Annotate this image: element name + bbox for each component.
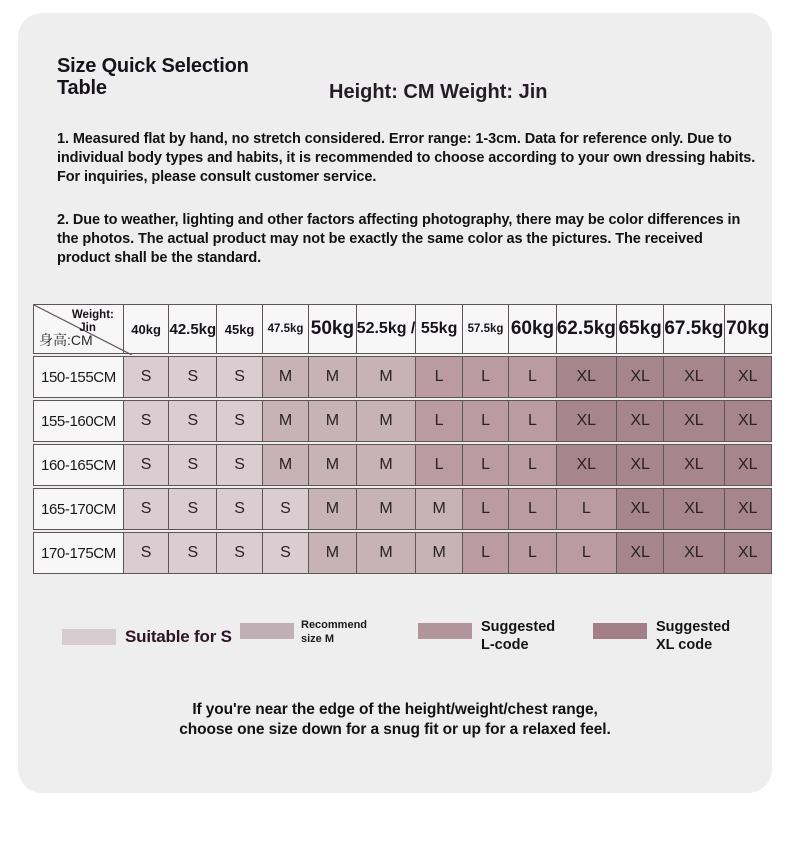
size-cell-l: L [509,356,556,398]
size-cell-m: M [416,488,462,530]
size-cell-l: L [463,488,509,530]
size-cell-s: S [217,488,263,530]
size-cell-l: L [509,400,556,442]
table-corner-cell [33,304,124,354]
legend-item-m [240,619,418,654]
size-row-165-170cm [33,488,772,530]
size-cell-s: S [124,444,170,486]
size-row-170-175cm [33,532,772,574]
size-cell-s: S [217,532,263,574]
size-cell-s: S [217,356,263,398]
height-range-label: 170-175CM [33,532,124,574]
weight-header-67.5kg: 67.5kg [664,304,724,354]
size-cell-m: M [263,400,309,442]
size-cell-s: S [263,488,309,530]
size-cell-xl: XL [617,488,664,530]
size-cell-xl: XL [725,444,773,486]
size-cell-m: M [263,444,309,486]
size-cell-xl: XL [664,400,724,442]
legend-label-xl: Suggested XL code [656,619,731,653]
size-cell-m: M [263,356,309,398]
size-cell-m: M [416,532,462,574]
size-cell-l: L [416,356,462,398]
footer-note-line1: If you're near the edge of the height/weight/chest range, [192,701,598,718]
weight-header-70kg: 70kg [725,304,773,354]
footer-note-line2: choose one size down for a snug fit or up for a relaxed feel. [179,720,611,738]
units-label: Height: CM Weight: Jin [329,81,548,103]
size-row-160-165cm [33,444,772,486]
legend-label-l: Suggested L-code [481,619,556,653]
size-cell-s: S [169,488,217,530]
size-cell-m: M [357,532,417,574]
size-cell-s: S [124,356,170,398]
weight-header-47.5kg: 47.5kg [263,304,309,354]
weight-header-row [33,304,772,354]
size-selection-table [33,302,772,576]
legend-item-xl [593,619,763,654]
size-cell-s: S [169,400,217,442]
weight-header-57.5kg: 57.5kg [463,304,509,354]
size-cell-l: L [509,444,556,486]
size-cell-l: L [509,488,556,530]
weight-header-42.5kg: 42.5kg [169,304,217,354]
size-cell-l: L [463,356,509,398]
size-cell-xl: XL [725,400,773,442]
legend-swatch-m [240,623,294,639]
legend-swatch-l [418,623,472,639]
size-cell-m: M [357,400,417,442]
size-cell-m: M [309,444,356,486]
size-cell-xl: XL [617,532,664,574]
size-cell-xl: XL [617,356,664,398]
size-cell-s: S [169,356,217,398]
size-cell-xl: XL [664,444,724,486]
weight-header-45kg: 45kg [217,304,263,354]
size-cell-m: M [357,444,417,486]
corner-jin-label: Jin [79,322,96,334]
legend-item-l [418,619,593,654]
weight-header-50kg: 50kg [309,304,356,354]
size-cell-xl: XL [617,444,664,486]
legend-label-s: Suitable for S [125,626,232,646]
height-range-label: 150-155CM [33,356,124,398]
height-range-label: 155-160CM [33,400,124,442]
size-cell-l: L [416,444,462,486]
legend-label-m: Recommend size M [301,619,368,645]
weight-header-65kg: 65kg [617,304,664,354]
size-cell-xl: XL [664,356,724,398]
size-cell-xl: XL [557,356,617,398]
note-measurement: 1. Measured flat by hand, no stretch considered. Error range: 1-3cm. Data for reference only. Due to individual body types and habits, it is recommended to choose according to your own dressing habits. For inquiries, please consult customer service. [57,131,756,185]
size-cell-m: M [309,488,356,530]
legend-swatch-xl [593,623,647,639]
weight-header-60kg: 60kg [509,304,556,354]
weight-header-40kg: 40kg [124,304,170,354]
size-row-150-155cm [33,356,772,398]
size-chart-card [18,13,772,793]
size-cell-m: M [309,400,356,442]
size-cell-xl: XL [725,532,773,574]
corner-weight-label: Weight: [71,309,114,321]
size-cell-s: S [124,532,170,574]
size-cell-xl: XL [617,400,664,442]
table-body [33,356,772,574]
size-cell-xl: XL [664,488,724,530]
size-cell-m: M [309,356,356,398]
size-cell-l: L [509,532,556,574]
size-cell-s: S [169,444,217,486]
size-row-155-160cm [33,400,772,442]
size-cell-l: L [416,400,462,442]
weight-header-62.5kg: 62.5kg [557,304,617,354]
size-cell-s: S [124,488,170,530]
height-range-label: 165-170CM [33,488,124,530]
size-cell-xl: XL [557,400,617,442]
size-cell-m: M [357,488,417,530]
size-cell-l: L [463,532,509,574]
footer-note [18,700,772,739]
size-cell-xl: XL [725,488,773,530]
size-cell-l: L [557,532,617,574]
height-range-label: 160-165CM [33,444,124,486]
size-cell-s: S [263,532,309,574]
legend-item-s [62,619,240,654]
corner-height-label: 身高:CM [39,332,93,348]
legend [18,619,772,654]
size-cell-s: S [217,400,263,442]
size-cell-m: M [309,532,356,574]
header [18,13,772,104]
page-title: Size Quick Selection Table [57,55,249,99]
size-cell-m: M [357,356,417,398]
notes-section [18,104,772,268]
size-cell-s: S [124,400,170,442]
size-cell-xl: XL [557,444,617,486]
table-header [33,304,772,354]
size-cell-s: S [169,532,217,574]
note-color: 2. Due to weather, lighting and other factors affecting photography, there may be color differences in the photos. The actual product may not be exactly the same color as the pictures. The received product shall be the standard. [57,212,741,266]
legend-swatch-s [62,629,116,645]
size-cell-s: S [217,444,263,486]
size-cell-l: L [557,488,617,530]
weight-header-55kg: 55kg [416,304,462,354]
size-cell-l: L [463,400,509,442]
size-cell-l: L [463,444,509,486]
size-cell-xl: XL [725,356,773,398]
size-cell-xl: XL [664,532,724,574]
weight-header-52.5kg: 52.5kg / [357,304,417,354]
